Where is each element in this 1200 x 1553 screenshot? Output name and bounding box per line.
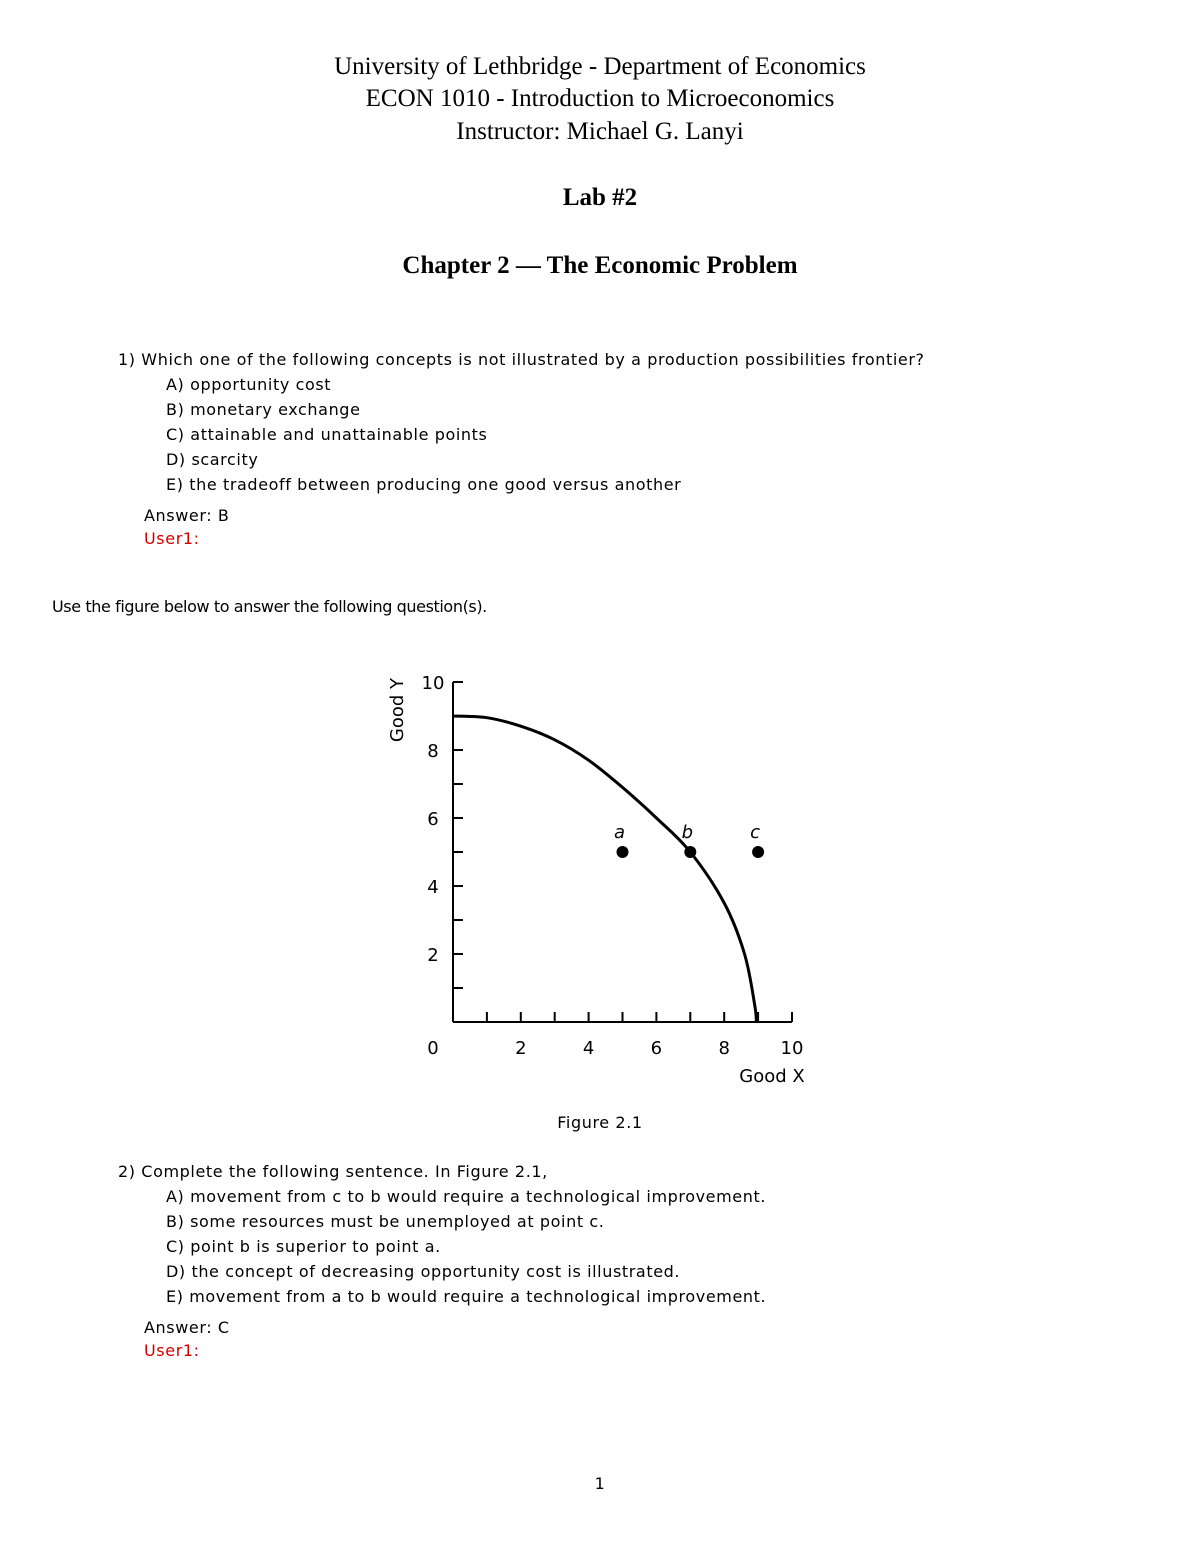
instructor-line: Instructor: Michael G. Lanyi xyxy=(456,118,744,145)
y-tick-label: 8 xyxy=(427,741,439,762)
question-2-option-a: A) movement from c to b would require a technological improvement. xyxy=(166,1187,767,1206)
page-number: 1 xyxy=(594,1474,606,1493)
question-2-answer: Answer: C xyxy=(144,1318,230,1337)
question-1-option-b: B) monetary exchange xyxy=(166,400,361,419)
lab-title: Lab #2 xyxy=(562,184,638,211)
chart-tick-labels xyxy=(422,673,804,1059)
question-2-option-b: B) some resources must be unemployed at point c. xyxy=(166,1212,605,1231)
question-2-user-label: User1: xyxy=(144,1341,200,1360)
question-2-option-c: C) point b is superior to point a. xyxy=(166,1237,441,1256)
ppf-curve xyxy=(453,716,756,1022)
question-2-option-d: D) the concept of decreasing opportunity cost is illustrated. xyxy=(166,1262,681,1281)
question-2-option-e: E) movement from a to b would require a technological improvement. xyxy=(166,1287,767,1306)
x-tick-label: 4 xyxy=(582,1038,595,1059)
question-2-stem: 2) Complete the following sentence. In Figure 2.1, xyxy=(118,1162,548,1181)
y-tick-label: 6 xyxy=(427,809,439,830)
figure-instruction: Use the figure below to answer the following question(s). xyxy=(52,597,487,616)
point-label-c: c xyxy=(750,822,761,843)
question-1-stem: 1) Which one of the following concepts is not illustrated by a production possibilities frontier? xyxy=(118,350,925,369)
point-b xyxy=(684,846,696,858)
point-c xyxy=(752,846,764,858)
question-1-option-d: D) scarcity xyxy=(166,450,259,469)
point-a xyxy=(617,846,629,858)
chart-points xyxy=(614,822,764,858)
university-title: University of Lethbridge - Department of Economics xyxy=(334,53,866,80)
y-tick-label: 10 xyxy=(421,673,445,694)
y-tick-label: 2 xyxy=(427,945,439,966)
question-1-option-a: A) opportunity cost xyxy=(166,375,332,394)
x-tick-label: 6 xyxy=(650,1038,663,1059)
x-tick-label: 10 xyxy=(780,1038,804,1059)
ppf-chart xyxy=(370,660,820,1090)
point-label-b: b xyxy=(681,822,694,843)
question-1-option-c: C) attainable and unattainable points xyxy=(166,425,488,444)
question-1-user-label: User1: xyxy=(144,529,200,548)
question-1-option-e: E) the tradeoff between producing one good versus another xyxy=(166,475,682,494)
figure-caption: Figure 2.1 xyxy=(557,1113,643,1132)
x-tick-label: 8 xyxy=(718,1038,730,1059)
chapter-title: Chapter 2 — The Economic Problem xyxy=(402,252,798,279)
point-label-a: a xyxy=(613,822,626,843)
y-tick-label: 4 xyxy=(427,877,439,898)
x-tick-label: 0 xyxy=(427,1038,439,1059)
y-axis-label: Good Y xyxy=(387,677,408,743)
question-1-answer: Answer: B xyxy=(144,506,230,525)
x-axis-label: Good X xyxy=(739,1066,805,1087)
x-tick-label: 2 xyxy=(515,1038,527,1059)
course-title: ECON 1010 - Introduction to Microeconomics xyxy=(365,85,835,112)
